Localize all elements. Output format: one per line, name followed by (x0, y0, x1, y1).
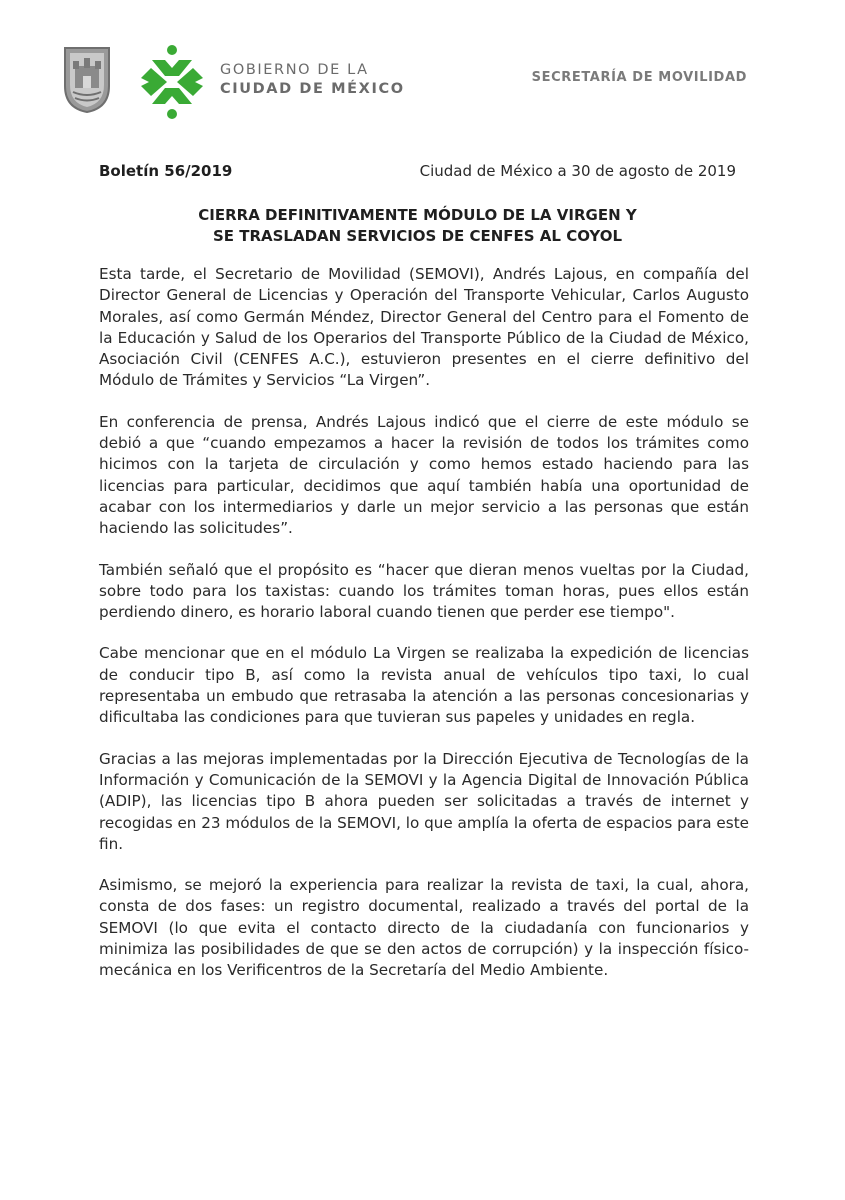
government-name (220, 61, 405, 99)
coat-of-arms-icon (63, 46, 111, 114)
paragraph: Gracias a las mejoras implementadas por la Dirección Ejecutiva de Tecnologías de la Información y Comunicación de la SEMOVI y la Agencia Digital de Innovación Pública (ADIP), las licencias tipo B ahora pueden ser solicitadas a través de internet y recogidas en 23 módulos de la SEMOVI, lo que amplía la oferta de espacios para este fin. (99, 749, 749, 853)
bulletin-date: Ciudad de México a 30 de agosto de 2019 (419, 162, 736, 180)
paragraph: Esta tarde, el Secretario de Movilidad (SEMOVI), Andrés Lajous, en compañía del Director General de Licencias y Operación del Transporte Vehicular, Carlos Augusto Morales, así como Germán Méndez, Director General del Centro para el Fomento de la Educación y Salud de los Operarios del Transporte Público de la Ciudad de México, Asociación Civil (CENFES A.C.), estuvieron presentes en el cierre definitivo del Módulo de Trámites y Servicios “La Virgen”. (99, 265, 749, 390)
article-body (99, 264, 749, 1002)
letterhead (0, 0, 845, 130)
headline-line-2: SE TRASLADAN SERVICIOS DE CENFES AL COYOL (212, 227, 623, 245)
paragraph: Asimismo, se mejoró la experiencia para realizar la revista de taxi, la cual, ahora, consta de dos fases: un registro documental, realizado a través del portal de la SEMOVI (lo que evita el contacto directo de la ciudadanía con funcionarios y minimiza las posibilidades de que se den actos de corrupción) y la inspección físico-mecánica en los Verificentros de la Secretaría del Medio Ambiente. (99, 876, 749, 980)
headline (99, 205, 736, 247)
cdmx-logo-icon (137, 44, 207, 120)
paragraph: También señaló que el propósito es “hacer que dieran menos vueltas por la Ciudad, sobre todo para los taxistas: cuando los trámites toman horas, pues ellos están perdiendo dinero, es horario laboral cuando tienen que perder ese tiempo". (99, 560, 749, 622)
paragraph: En conferencia de prensa, Andrés Lajous indicó que el cierre de este módulo se debió a que “cuando empezamos a hacer la revisión de todos los trámites como hicimos con la tarjeta de circulación y como hemos estado haciendo para las licencias para particular, decidimos que aquí también había una oportunidad de acabar con los intermediarios y darle un mejor servicio a las personas que están haciendo las solicitudes”. (99, 412, 749, 538)
paragraph: Cabe mencionar que en el módulo La Virgen se realizaba la expedición de licencias de conducir tipo B, así como la revista anual de vehículos tipo taxi, lo cual representaba un embudo que retrasaba la atención a las personas concesionarias y dificultaba las condiciones para que tuvieran sus papeles y unidades en regla. (99, 644, 749, 727)
department-name: SECRETARÍA DE MOVILIDAD (531, 70, 747, 85)
government-line-1: GOBIERNO DE LA (220, 62, 369, 78)
bulletin-number: Boletín 56/2019 (99, 162, 233, 180)
headline-line-1: CIERRA DEFINITIVAMENTE MÓDULO DE LA VIRGEN Y (198, 206, 637, 224)
government-line-2: CIUDAD DE MÉXICO (220, 81, 405, 97)
